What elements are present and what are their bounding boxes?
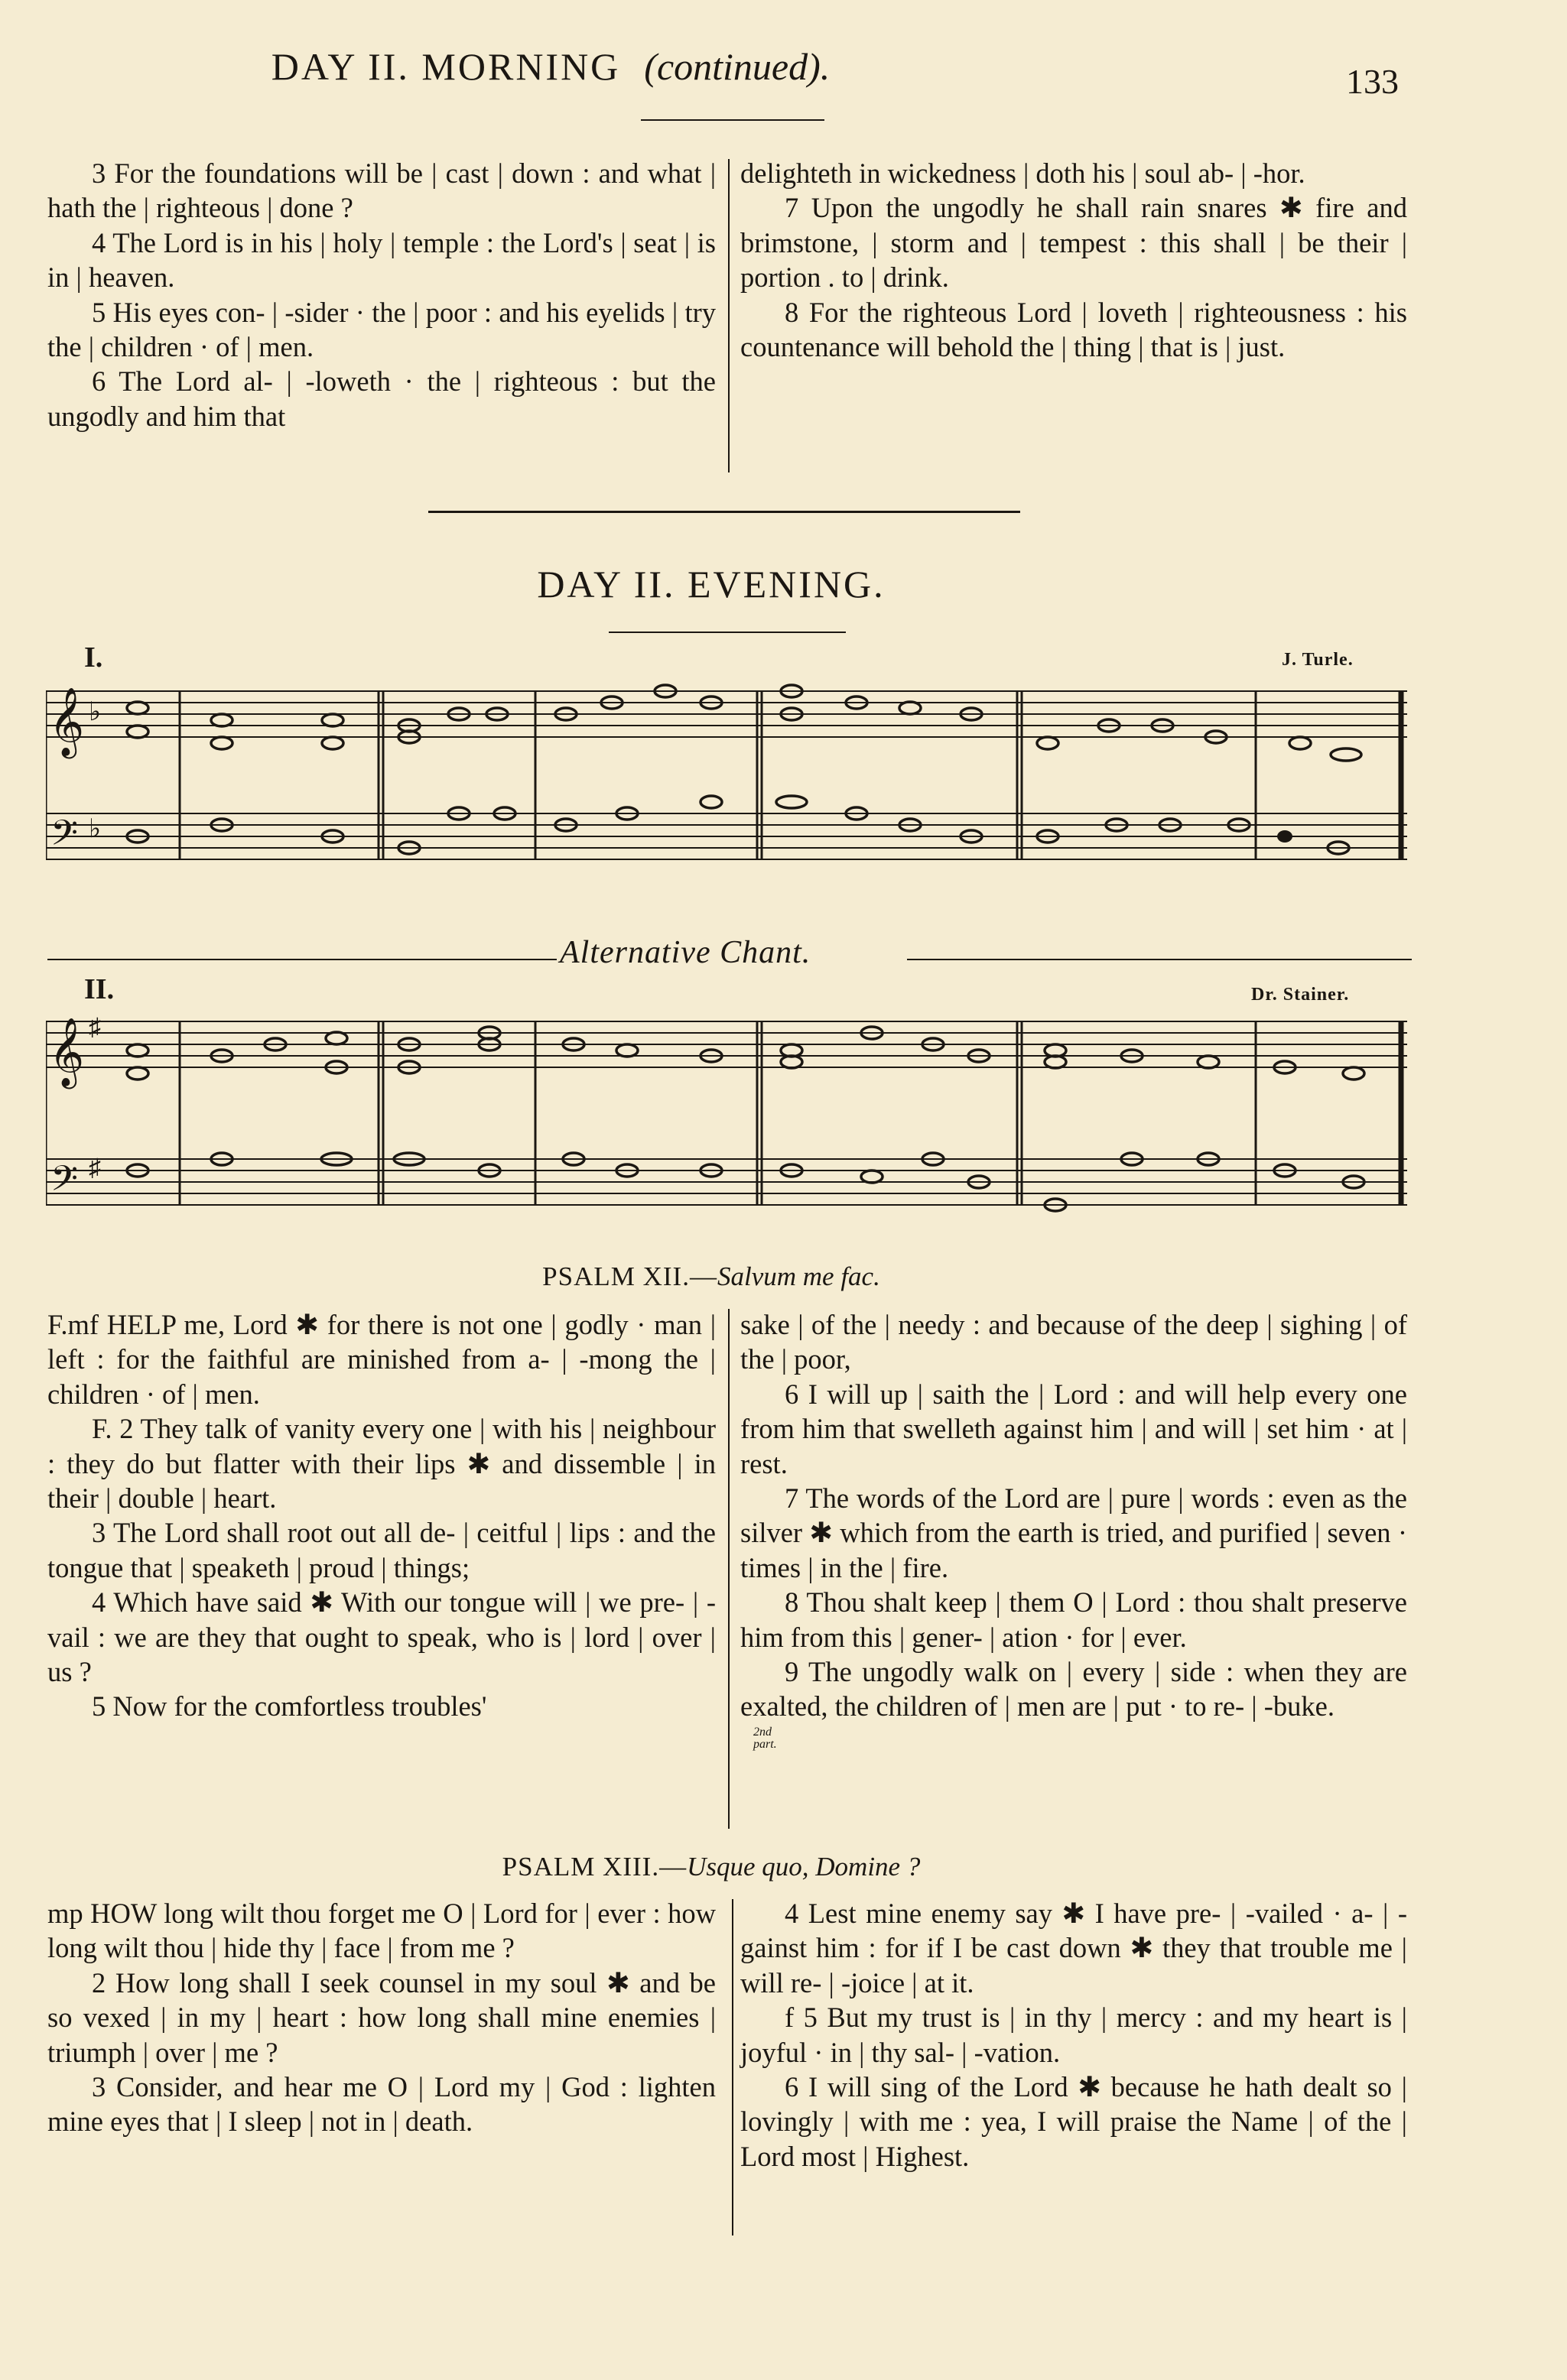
psalm-13-title: PSALM XIII.— — [502, 1852, 688, 1882]
column-divider — [732, 1899, 733, 2236]
treble-clef-icon: 𝄞 — [49, 1018, 85, 1086]
verse: 4 Which have said ✱ With our tongue will | we pre- | -vail : we are they that ought to speak, who is | lord | over | us ? — [47, 1586, 716, 1688]
psalm-13-subtitle: Usque quo, Domine ? — [687, 1852, 921, 1882]
flat-icon: ♭ — [89, 815, 102, 843]
psalm-12-heading — [0, 1261, 1422, 1292]
chant-two-composer: Dr. Stainer. — [1251, 985, 1350, 1005]
psalm-13-left-column — [47, 1896, 716, 2139]
verse: F.mf HELP me, Lord ✱ for there is not one | godly · man | left : for the faithful are minished from a- | -mong the | children · of | men. — [47, 1309, 716, 1410]
verse: f 5 But my trust is | in thy | mercy : and my heart is | joyful · in | thy sal- | -vation. — [740, 2002, 1407, 2068]
bass-staff — [46, 813, 1407, 859]
bass-clef-icon: 𝄢 — [50, 813, 79, 862]
psalm-13-heading — [0, 1852, 1422, 1882]
sharp-icon: ♯ — [89, 1013, 101, 1041]
chant-one-composer: J. Turle. — [1282, 650, 1354, 670]
bass-staff — [46, 1159, 1407, 1205]
verse: 4 Lest mine enemy say ✱ I have pre- | -vailed · a- | -gainst him : for if I be cast down ✱ they that trouble me | will re- | -joice | at it. — [740, 1898, 1407, 1998]
verse: 3 For the foundations will be | cast | down : and what | hath the | righteous | done ? — [47, 157, 716, 224]
bass-clef-icon: 𝄢 — [50, 1158, 79, 1208]
verse: 8 For the righteous Lord | loveth | righteousness : his countenance will behold the | thing | that is | just. — [740, 296, 1407, 363]
chant-one-label: I. — [84, 641, 103, 674]
chant-two-score — [46, 1009, 1415, 1223]
verse: 7 Upon the ungodly he shall rain snares ✱ fire and brimstone, | storm and | tempest : this shall | be their | portion . to | drink. — [740, 192, 1407, 294]
verse: 2 How long shall I seek counsel in my soul ✱ and be so vexed | in my | heart : how long shall mine enemies | triumph | over | me ? — [47, 1966, 716, 2068]
verse: 3 Consider, and hear me O | Lord my | God : lighten mine eyes that | I sleep | not in | death. — [47, 2071, 716, 2138]
flat-icon: ♭ — [89, 698, 102, 726]
treble-staff — [46, 691, 1407, 737]
treble-clef-icon: 𝄞 — [49, 687, 85, 756]
verse: 6 The Lord al- | -loweth · the | righteous : but the ungodly and him that — [47, 365, 716, 432]
verse: 4 The Lord is in his | holy | temple : the Lord's | seat | is in | heaven. — [47, 226, 716, 294]
morning-right-column — [740, 156, 1407, 364]
evening-title-rule — [609, 632, 846, 633]
psalm-12-left-column — [47, 1307, 716, 1724]
header-title-suffix: (continued). — [644, 45, 831, 88]
chant-two-notes — [127, 1027, 1364, 1211]
header-rule — [641, 119, 824, 121]
page-number: 133 — [1346, 62, 1399, 101]
verse: sake | of the | needy : and because of the deep | sighing | of the | poor, — [740, 1309, 1407, 1375]
barlines — [180, 691, 1401, 859]
psalm-12-subtitle: Salvum me fac. — [717, 1261, 880, 1291]
verse: 6 I will up | saith the | Lord : and will help every one from him that swelleth against him | and will | set him · at | rest. — [740, 1378, 1407, 1479]
alt-chant-rule-left — [47, 959, 557, 960]
treble-staff — [46, 1021, 1407, 1067]
running-header — [0, 44, 1101, 89]
second-part-mark: 2nd part. — [753, 1726, 777, 1751]
chant-two-label: II. — [84, 973, 115, 1005]
psalm-13-right-column — [740, 1896, 1407, 2174]
verse: F. 2 They talk of vanity every one | with his | neighbour : they do but flatter with their lips ✱ and dissemble | in their | double | heart. — [47, 1413, 716, 1515]
morning-left-column — [47, 156, 716, 433]
column-divider — [728, 159, 730, 472]
verse: 8 Thou shalt keep | them O | Lord : thou shalt preserve him from this | gener- | ation · for | ever. — [740, 1586, 1407, 1653]
verse: mp HOW long wilt thou forget me O | Lord for | ever : how long wilt thou | hide thy | face | from me ? — [47, 1898, 716, 1964]
chant-one-notes — [127, 685, 1361, 854]
verse: 5 Now for the comfortless troubles' — [92, 1690, 487, 1722]
sharp-icon: ♯ — [89, 1154, 101, 1181]
header-title: DAY II. MORNING — [271, 45, 621, 88]
evening-title: DAY II. EVENING. — [537, 563, 886, 606]
section-rule — [428, 511, 1020, 513]
column-divider — [728, 1309, 730, 1829]
psalm-12-title: PSALM XII.— — [542, 1261, 717, 1291]
alternative-chant-label: Alternative Chant. — [560, 935, 811, 970]
verse: 7 The words of the Lord are | pure | words : even as the silver ✱ which from the earth is tried, and purified | seven · times | in the | fire. — [740, 1482, 1407, 1583]
chant-one-score — [46, 680, 1415, 887]
verse: 5 His eyes con- | -sider · the | poor : and his eyelids | try the | children · of | men. — [47, 296, 716, 363]
verse: 6 I will sing of the Lord ✱ because he hath dealt so | lovingly | with me : yea, I will praise the Name | of the | Lord most | Highest. — [740, 2071, 1407, 2172]
verse: delighteth in wickedness | doth his | soul ab- | -hor. — [740, 157, 1305, 189]
psalm-12-right-column — [740, 1307, 1407, 1724]
verse: 3 The Lord shall root out all de- | ceitful | lips : and the tongue that | speaketh | proud | things; — [47, 1517, 716, 1583]
verse: 9 The ungodly walk on | every | side : when they are exalted, the children of | men are | put · to re- | -buke. — [740, 1656, 1407, 1722]
alt-chant-rule-right — [907, 959, 1412, 960]
